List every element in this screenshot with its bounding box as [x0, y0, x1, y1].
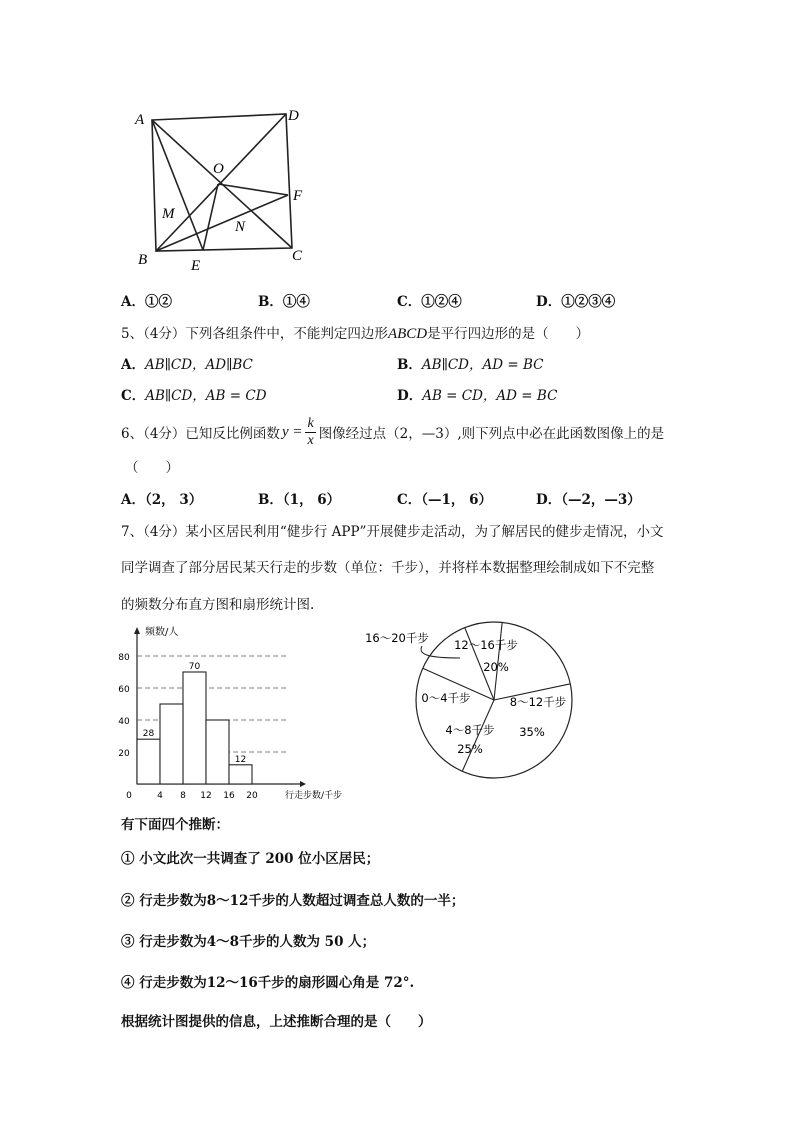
bar-value-label: 70	[188, 662, 201, 672]
q5-option-b[interactable]: B．AB∥CD，AD = BC	[397, 357, 544, 373]
fraction: $\frac{k}{x}$	[307, 415, 314, 448]
y-axis-label: 频数/人	[145, 627, 179, 638]
histogram-bar	[229, 765, 252, 784]
label-B: B	[138, 252, 148, 268]
slice-percent-8-12: 35%	[519, 725, 545, 739]
label-N: N	[235, 219, 246, 235]
line-AE	[152, 120, 203, 250]
q6-paren: （ ）	[125, 460, 179, 476]
histogram-chart	[110, 620, 350, 805]
q6-stem: 6、（4分）已知反比例函数 y = $\frac{k}{x}$ 图像经过点（2，—3）,则下列点中必在此函数图像上的是	[121, 415, 665, 448]
inference-2: ② 行走步数为8～12千步的人数超过调查总人数的一半；	[121, 893, 465, 909]
x-tick-label: 4	[157, 791, 163, 801]
line-DB	[156, 114, 286, 251]
q4-option-a[interactable]: A．①②	[121, 294, 172, 310]
slice-label-8-12: 8～12千步	[509, 695, 567, 709]
y-tick-label: 40	[118, 717, 130, 727]
q6-option-a[interactable]: A．（2， 3）	[121, 492, 203, 508]
pie-chart	[360, 620, 590, 785]
y-tick-label: 80	[118, 653, 130, 663]
slice-label-4-8: 4～8千步	[445, 723, 495, 737]
inference-1: ① 小文此次一共调查了 200 位小区居民；	[121, 851, 380, 867]
q7-line3: 的频数分布直方图和扇形统计图.	[121, 597, 315, 613]
x-tick-label: 12	[200, 791, 212, 801]
inference-4: ④ 行走步数为12～16千步的扇形圆心角是 72°.	[121, 975, 415, 991]
x-tick-label: 8	[180, 791, 186, 801]
q5-option-c[interactable]: C．AB∥CD，AB = CD	[121, 388, 267, 404]
square-figure	[125, 100, 325, 275]
q6-option-b[interactable]: B．（1， 6）	[258, 492, 341, 508]
label-E: E	[191, 258, 201, 274]
slice-label-16-20: 16～20千步	[365, 631, 429, 645]
q7-line2: 同学调查了部分居民某天行走的步数（单位：千步），并将样本数据整理绘制成如下不完整	[121, 560, 655, 576]
histogram-bar	[137, 739, 160, 784]
q5-stem: 5、（4分）下列各组条件中，不能判定四边形ABCD是平行四边形的是（ ）	[121, 326, 590, 342]
q5-option-d[interactable]: D．AB = CD，AD = BC	[397, 388, 558, 404]
q4-option-c[interactable]: C．①②④	[397, 294, 462, 310]
y-tick-label: 20	[118, 749, 130, 759]
final-question: 根据统计图提供的信息，上述推断合理的是（ ）	[121, 1014, 432, 1030]
bar-value-label: 28	[142, 729, 155, 740]
label-D: D	[288, 108, 299, 124]
y-tick-label: 60	[118, 685, 130, 695]
slice-percent-4-8: 25%	[457, 742, 483, 756]
slice-percent-12-16: 20%	[483, 660, 509, 674]
x-axis-label: 行走步数/千步	[285, 791, 343, 801]
line-BF	[156, 195, 288, 251]
bar-value-label: 12	[234, 754, 247, 765]
x-tick-label: 0	[126, 791, 132, 801]
histogram-bar-unlabeled	[160, 704, 183, 784]
label-F: F	[293, 188, 303, 204]
q4-option-d[interactable]: D．①②③④	[536, 294, 616, 310]
q4-option-b[interactable]: B．①④	[258, 294, 310, 310]
y-axis-arrow	[134, 627, 140, 634]
slice-label-0-4: 0～4千步	[421, 691, 471, 705]
q6-option-d[interactable]: D．（—2，—3）	[536, 492, 641, 508]
histogram-bar	[206, 720, 229, 784]
histogram-bar	[183, 672, 206, 784]
label-A: A	[135, 112, 145, 128]
slice-label-12-16: 12～16千步	[454, 638, 518, 652]
inferences-intro: 有下面四个推断：	[121, 817, 229, 833]
q6-option-c[interactable]: C．（—1， 6）	[397, 492, 492, 508]
q5-option-a[interactable]: A．AB∥CD，AD∥BC	[121, 357, 253, 373]
x-tick-label: 16	[223, 791, 235, 801]
x-tick-label: 20	[246, 791, 258, 801]
label-C: C	[292, 248, 303, 264]
label-M: M	[162, 206, 175, 222]
q7-line1: 7、（4分）某小区居民利用“健步行 APP”开展健步走活动，为了解居民的健步走情况，小文	[121, 524, 664, 540]
x-axis-arrow	[300, 781, 306, 787]
label-O: O	[213, 161, 224, 177]
inference-3: ③ 行走步数为4～8千步的人数为 50 人；	[121, 934, 376, 950]
